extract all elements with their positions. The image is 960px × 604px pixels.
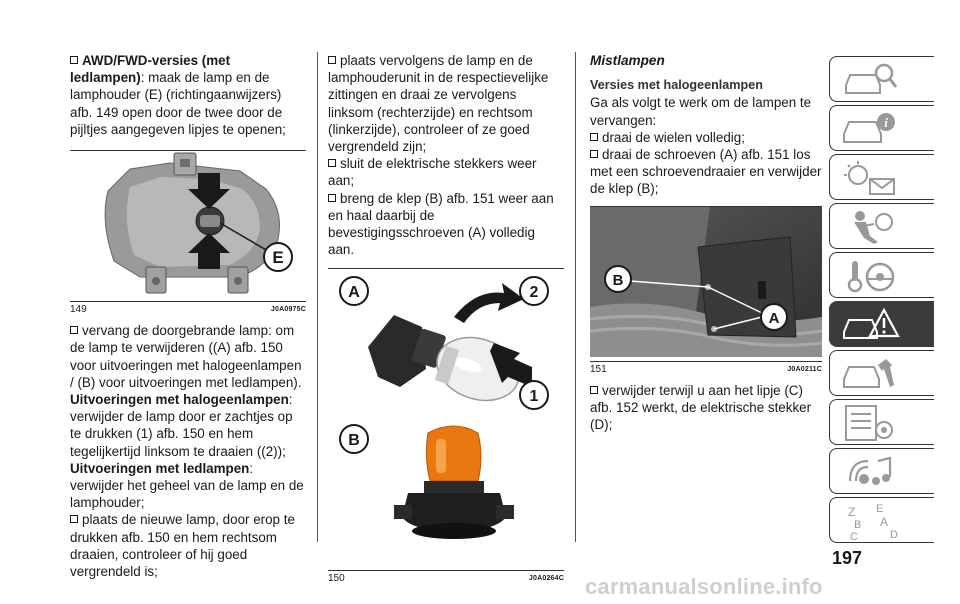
callout-label-a: A <box>768 309 780 327</box>
paragraph <box>70 52 306 138</box>
bullet-square-icon <box>70 326 78 334</box>
car-warning-icon <box>840 306 900 344</box>
callout-label-b: B <box>612 271 624 289</box>
bumper-cover-illustration <box>590 207 822 357</box>
figure-caption <box>328 573 564 585</box>
figure-code: J0A0211C <box>787 365 822 373</box>
svg-text:i: i <box>884 115 888 130</box>
car-info-icon <box>840 110 900 148</box>
multimedia-icon <box>840 453 900 491</box>
watermark: carmanualsonline.info <box>585 574 823 599</box>
tab-index[interactable] <box>829 497 934 543</box>
figure-149 <box>70 150 306 316</box>
figure-caption <box>590 364 822 376</box>
bold-label: Uitvoeringen met halogeenlampen <box>70 392 289 408</box>
paragraph-text: sluit de elektrische stekkers weer aan; <box>328 156 537 189</box>
section-heading: Mistlampen <box>590 53 665 68</box>
paragraph-text: draai de schroeven (A) afb. 151 los met een schroevendraaier en verwijder de klep (B); <box>590 147 822 197</box>
figure-bottom-rule <box>590 361 822 362</box>
svg-text:E: E <box>876 503 884 515</box>
svg-text:Z: Z <box>848 505 856 519</box>
subsection-heading: Versies met halogeenlampen <box>590 78 763 93</box>
key-steering-icon <box>840 257 900 295</box>
car-wrench-icon <box>840 355 900 393</box>
paragraph <box>328 190 564 259</box>
paragraph <box>590 382 822 434</box>
column-divider <box>317 52 318 542</box>
paragraph-text: plaats de nieuwe lamp, door erop te drukken afb. 150 en hem rechtsom draaien, controleer of hij goed vergrendeld is; <box>70 512 295 580</box>
bullet-square-icon <box>328 194 336 202</box>
callout-label-1: 1 <box>529 388 539 406</box>
figure-bottom-rule <box>70 301 306 302</box>
paragraph-text: verwijder terwijl u aan het lipje (C) afb. 152 werkt, de elektrische stekker (D); <box>590 382 812 433</box>
paragraph-text: plaats vervolgens de lamp en de lamphouderunit in de respectievelijke zittingen en draai ze vervolgens linksom (rechterzijde) en rechtsom (linkerzijde), controleer of ze goed vergrendeld zijn; <box>328 53 549 155</box>
svg-text:B: B <box>854 519 862 531</box>
tab-dashboard-lights[interactable] <box>829 154 934 200</box>
callout-label-2: 2 <box>529 284 539 302</box>
callout-label-e: E <box>272 248 284 268</box>
dashboard-lights-icon <box>840 159 900 197</box>
figure-code: J0A0264C <box>528 574 564 582</box>
paragraph <box>70 460 306 512</box>
bullet-square-icon <box>590 386 598 394</box>
paragraph <box>328 52 564 155</box>
paragraph <box>70 391 306 460</box>
bullet-square-icon <box>328 56 336 64</box>
paragraph-text: : verwijder de lamp door er zachtjes op te drukken (1) afb. 150 en hem tegelijkertijd linksom te draaien ((2)); <box>70 392 293 459</box>
column-1 <box>70 52 306 580</box>
paragraph <box>328 155 564 189</box>
paragraph <box>70 511 306 580</box>
figure-number: 149 <box>70 304 87 316</box>
tab-multimedia[interactable] <box>829 448 934 494</box>
callout-label-a: A <box>348 284 360 302</box>
svg-text:C: C <box>850 531 858 542</box>
bold-label: Uitvoeringen met ledlampen <box>70 460 250 476</box>
paragraph <box>590 129 822 146</box>
tab-safety[interactable] <box>829 203 934 249</box>
tab-servicing[interactable] <box>829 350 934 396</box>
paragraph <box>70 322 306 391</box>
column-2 <box>328 52 564 585</box>
figure-150 <box>328 268 564 584</box>
paragraph <box>590 146 822 198</box>
paragraph-text: : verwijder het geheel van de lamp en de lamphouder; <box>70 460 304 511</box>
figure-caption <box>70 304 306 316</box>
lamp-holder-illustration <box>70 151 306 297</box>
bullet-square-icon <box>590 150 598 158</box>
tab-starting-driving[interactable] <box>829 252 934 298</box>
paragraph-text: vervang de doorgebrande lamp: om de lamp te verwijderen ((A) afb. 150 voor uitvoeringen met halogeenlampen / (B) voor uitvoeringen met ledlampen). <box>70 323 302 390</box>
svg-text:A: A <box>880 515 889 529</box>
figure-bottom-rule <box>328 570 564 571</box>
bullet-square-icon <box>70 56 78 64</box>
seat-airbag-icon <box>840 208 900 246</box>
page-number: 197 <box>832 548 863 568</box>
paragraph-text: draai de wielen volledig; <box>602 129 745 145</box>
paragraph: Ga als volgt te werk om de lampen te vervangen: <box>590 95 812 128</box>
figure-151 <box>590 206 822 376</box>
column-divider <box>575 52 576 542</box>
svg-text:D: D <box>890 529 898 541</box>
specifications-list-icon <box>840 404 900 442</box>
tab-car-info[interactable] <box>829 105 934 151</box>
alphabetical-index-icon <box>840 502 910 542</box>
bold-label: AWD/FWD-versies (met ledlampen) <box>70 53 231 86</box>
bullet-square-icon <box>70 515 78 523</box>
column-3 <box>590 52 822 433</box>
paragraph-text: breng de klep (B) afb. 151 weer aan en haal daarbij de bevestigingsschroeven (A) volledig aan. <box>328 190 554 258</box>
tab-technical-data[interactable] <box>829 399 934 445</box>
paragraph-text: : maak de lamp en de lamphouder (E) (richtingaanwijzers) afb. 149 open door de twee door de pijltjes aangegeven lipjes te openen; <box>70 70 286 137</box>
tab-emergency[interactable] <box>829 301 934 347</box>
bulbs-illustration <box>328 269 564 565</box>
figure-number: 151 <box>590 363 607 375</box>
figure-code: J0A0975C <box>270 306 306 314</box>
bullet-square-icon <box>328 159 336 167</box>
tab-car-overview[interactable] <box>829 56 934 102</box>
car-magnifier-icon <box>840 61 900 99</box>
figure-number: 150 <box>328 572 345 584</box>
bullet-square-icon <box>590 133 598 141</box>
callout-label-b: B <box>348 432 360 450</box>
